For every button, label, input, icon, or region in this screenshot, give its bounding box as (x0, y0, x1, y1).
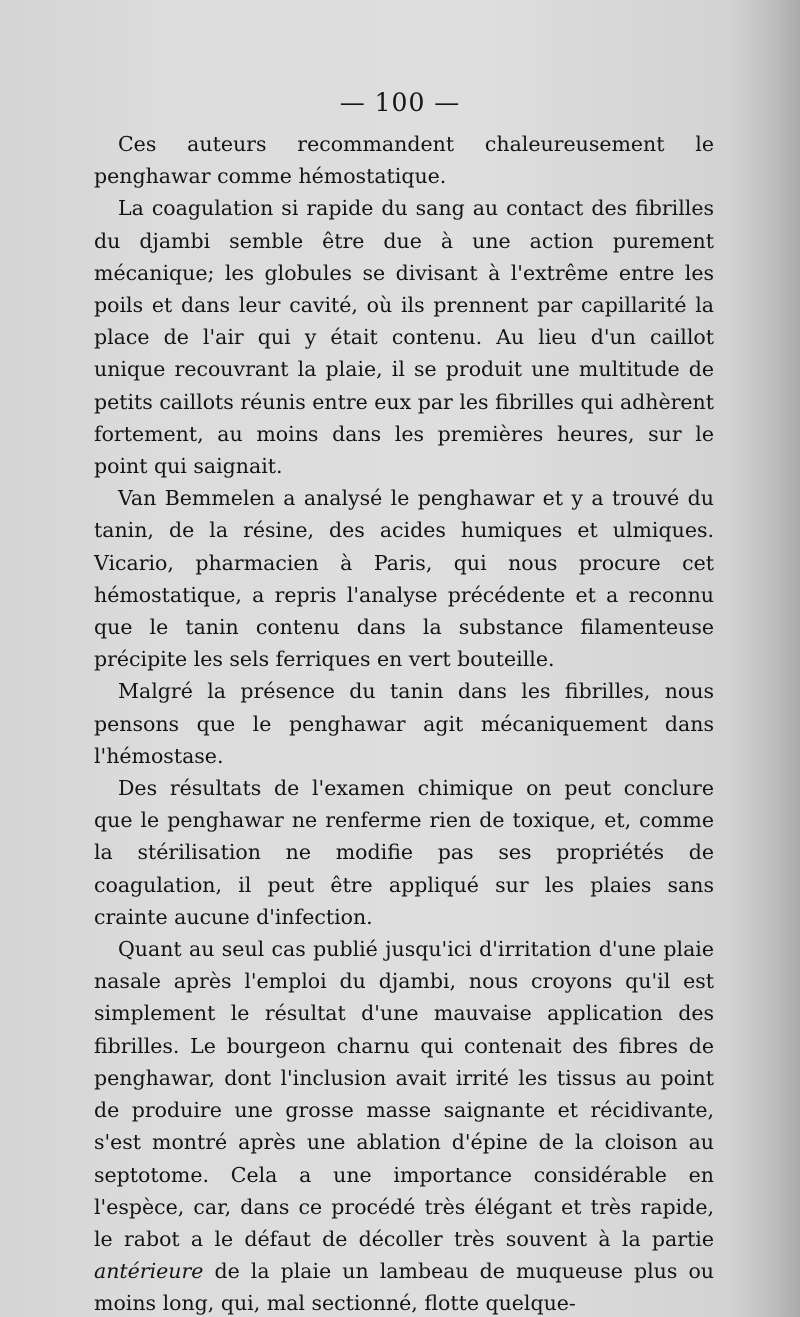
page-number: — 100 — (339, 88, 461, 117)
paragraph-5: Des résultats de l'examen chimique on peut conclure que le penghawar ne renferme rien de toxique, et, comme la stérilisation ne modifie pas ses propriétés de coagulation, il peut être appliqué sur les plaies sans crainte aucune d'infection. (94, 776, 714, 929)
paragraph-4: Malgré la présence du tanin dans les fibrilles, nous pensons que le penghawar agit mécaniquement dans l'hémostase. (94, 679, 714, 768)
paragraph-6 (94, 933, 714, 1317)
body-text (94, 128, 714, 1317)
italic-word: antérieure (94, 1259, 204, 1284)
paragraph-6-end: de la plaie un lambeau de muqueuse plus ou moins long, qui, mal sectionné, flotte quelque- (94, 1259, 714, 1316)
paragraph-3: Van Bemmelen a analysé le penghawar et y a trouvé du tanin, de la résine, des acides humiques et ulmiques. Vicario, pharmacien à Paris, qui nous procure cet hémostatique, a repris l'analyse précédente et a reconnu que le tanin contenu dans la substance filamenteuse précipite les sels ferriques en vert bouteille. (94, 486, 714, 672)
paragraph-6-start: Quant au seul cas publié jusqu'ici d'irritation d'une plaie nasale après l'emploi du djambi, nous croyons qu'il est simplement le résultat d'une mauvaise application des fibrilles. Le bourgeon charnu qui contenait des fibres de penghawar, dont l'inclusion avait irrité les tissus au point de produire une grosse masse saignante et récidivante, s'est montré après une ablation d'épine de la cloison au septotome. Cela a une importance considérable en l'espèce, car, dans ce procédé très élégant et très rapide, le rabot a le défaut de décoller très souvent à la partie (94, 937, 714, 1251)
page-edge-shadow (730, 0, 800, 1317)
paragraph-2: La coagulation si rapide du sang au contact des fibrilles du djambi semble être due à une action purement mécanique; les globules se divisant à l'extrême entre les poils et dans leur cavité, où ils prennent par capillarité la place de l'air qui y était contenu. Au lieu d'un caillot unique recouvrant la plaie, il se produit une multitude de petits caillots réunis entre eux par les fibrilles qui adhèrent fortement, au moins dans les premières heures, sur le point qui saignait. (94, 196, 714, 479)
paragraph-1: Ces auteurs recommandent chaleureusement le penghawar comme hémostatique. (94, 132, 714, 189)
